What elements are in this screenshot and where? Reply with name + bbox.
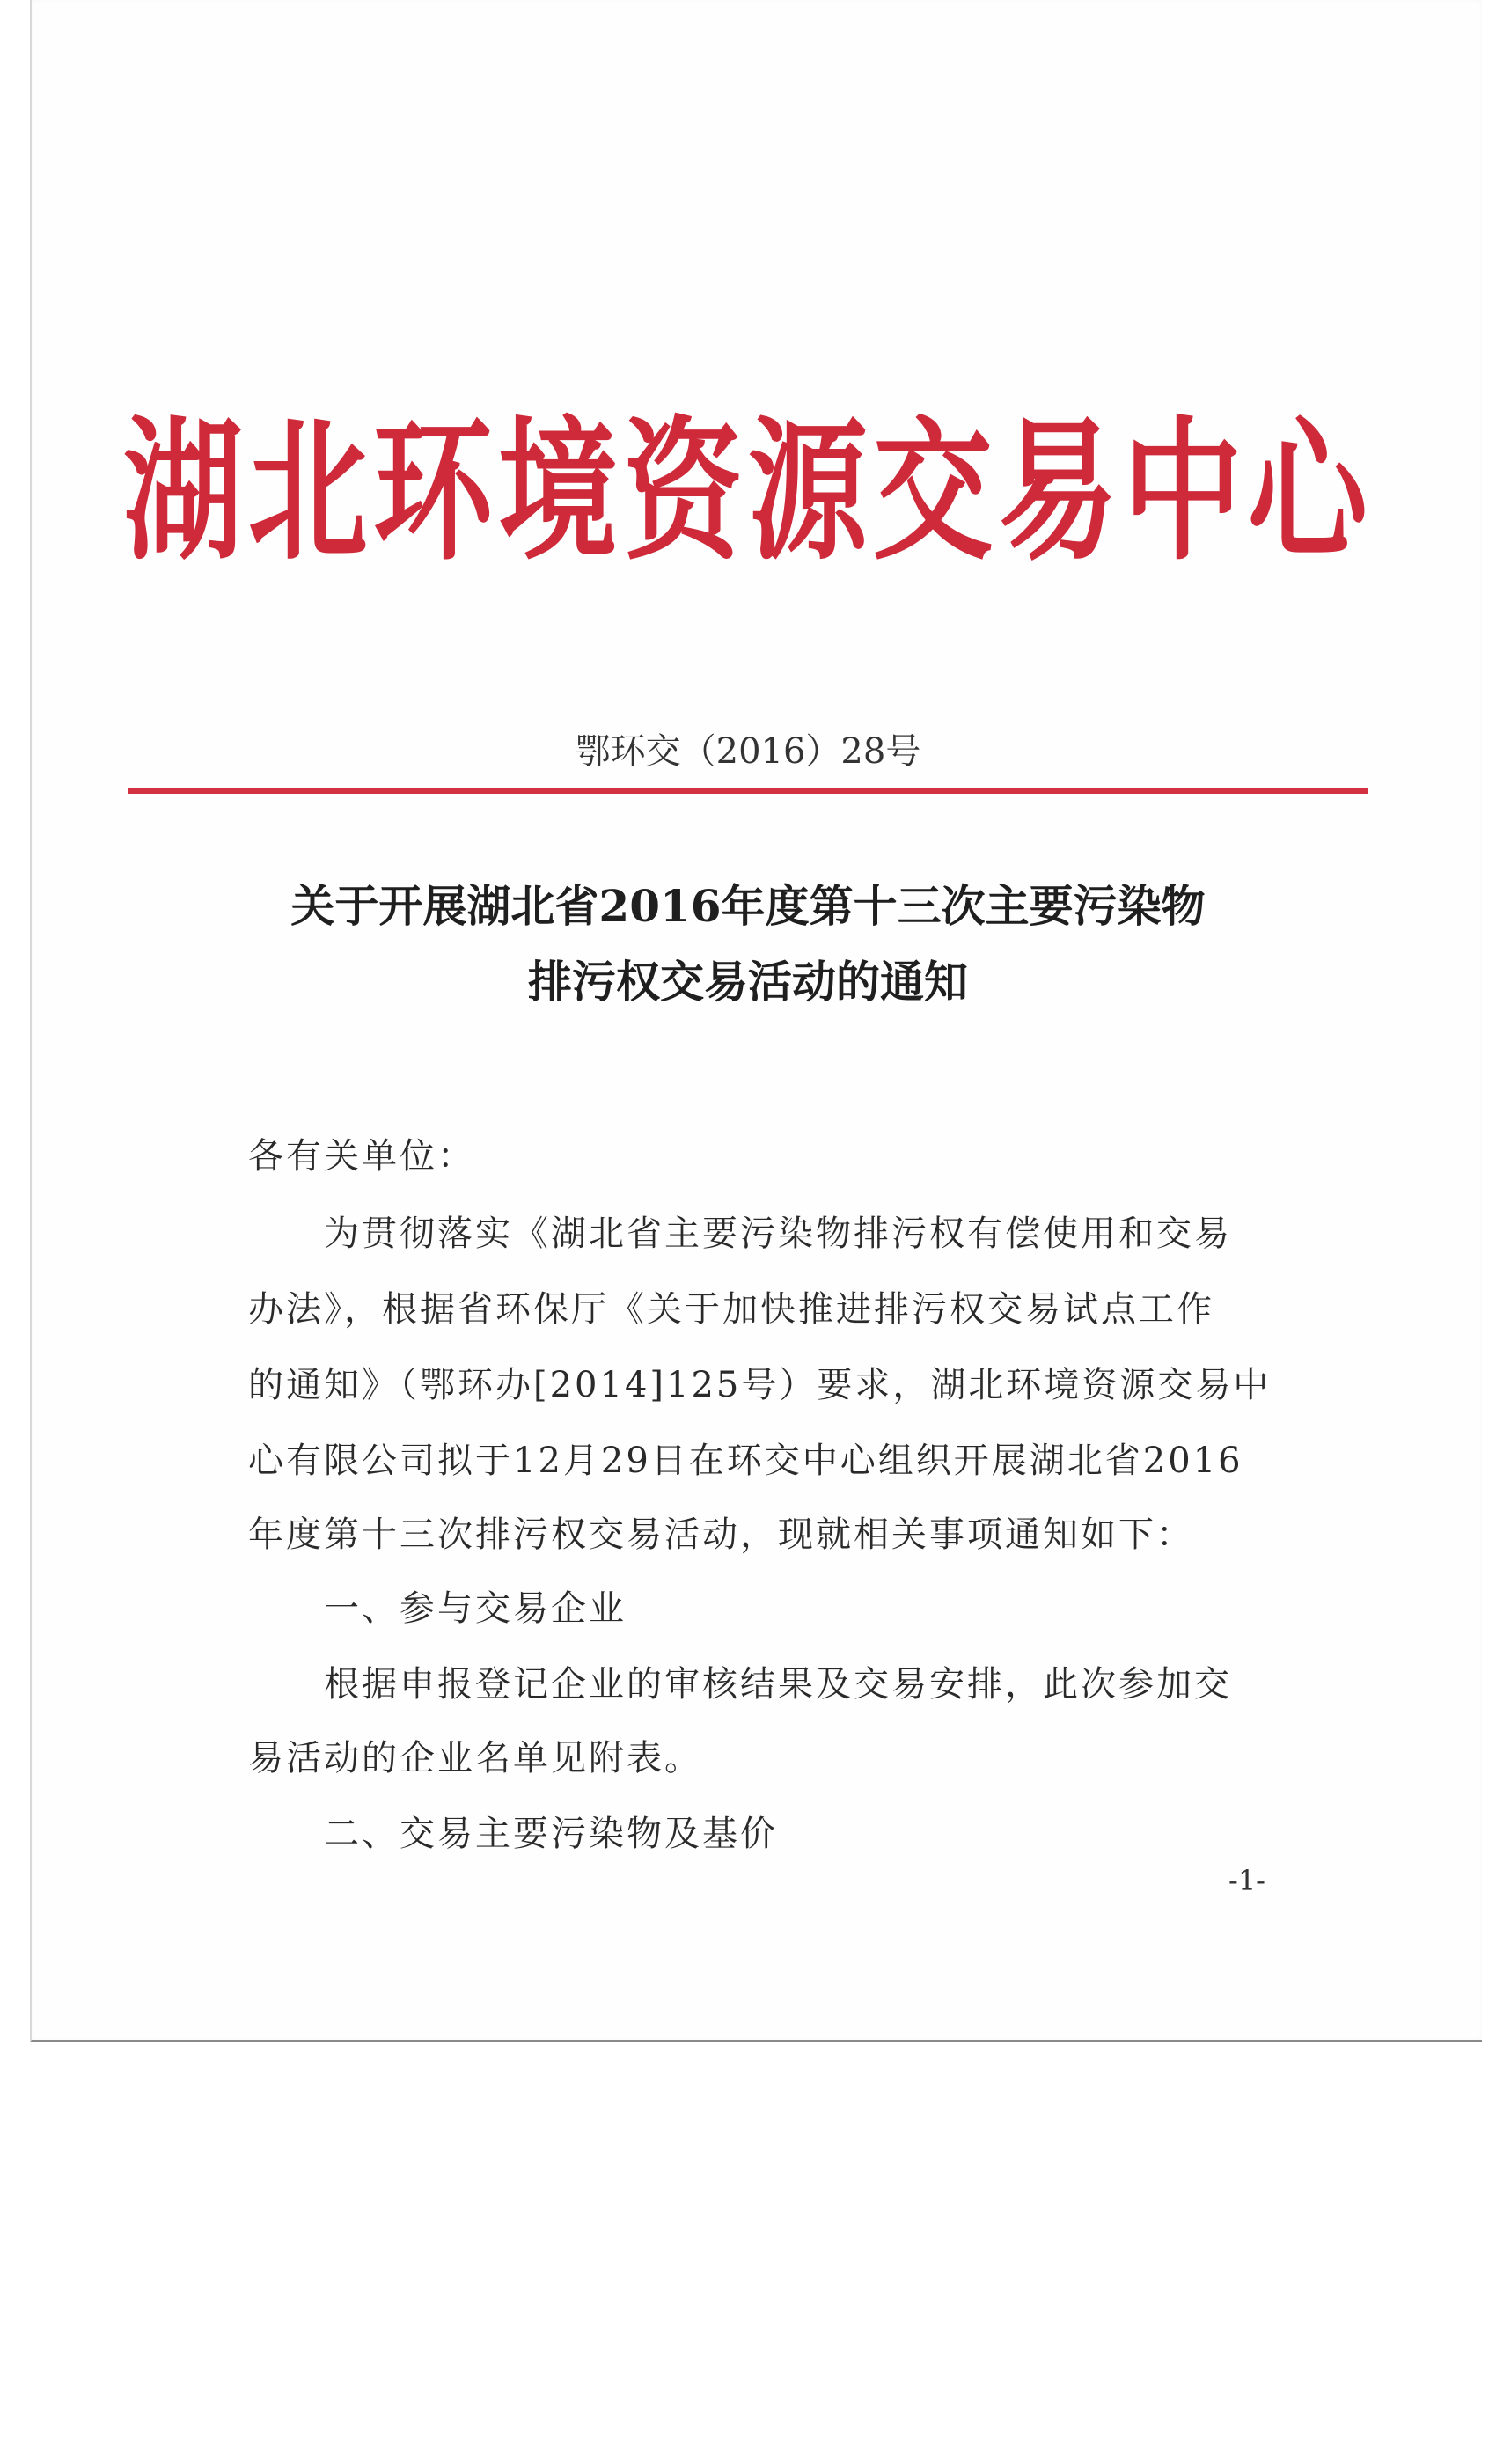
body-line: 根据申报登记企业的审核结果及交易安排，此次参加交 — [324, 1664, 1232, 1705]
document-number: 鄂环交（2016）28号 — [575, 731, 921, 772]
body-line: 为贯彻落实《湖北省主要污染物排污权有偿使用和交易 — [324, 1214, 1232, 1254]
body-line: 办法》，根据省环保厅《关于加快推进排污权交易试点工作 — [248, 1289, 1214, 1330]
masthead: 湖北环境资源交易中心 — [123, 401, 1373, 583]
salutation: 各有关单位： — [248, 1136, 475, 1177]
red-divider — [128, 788, 1368, 794]
body-line: 易活动的企业名单见附表。 — [248, 1738, 702, 1778]
body-line: 的通知》（鄂环办[2014]125号）要求，湖北环境资源交易中 — [248, 1365, 1272, 1405]
section-heading-1: 一、参与交易企业 — [324, 1588, 627, 1629]
body-line: 心有限公司拟于12月29日在环交中心组织开展湖北省2016 — [248, 1441, 1243, 1481]
body-line: 年度第十三次排污权交易活动，现就相关事项通知如下： — [248, 1514, 1194, 1555]
title-line-2: 排污权交易活动的通知 — [528, 956, 968, 1008]
title-line-1: 关于开展湖北省2016年度第十三次主要污染物 — [290, 880, 1206, 932]
section-heading-2: 二、交易主要污染物及基价 — [324, 1814, 778, 1854]
page-number: -1- — [1228, 1864, 1265, 1897]
